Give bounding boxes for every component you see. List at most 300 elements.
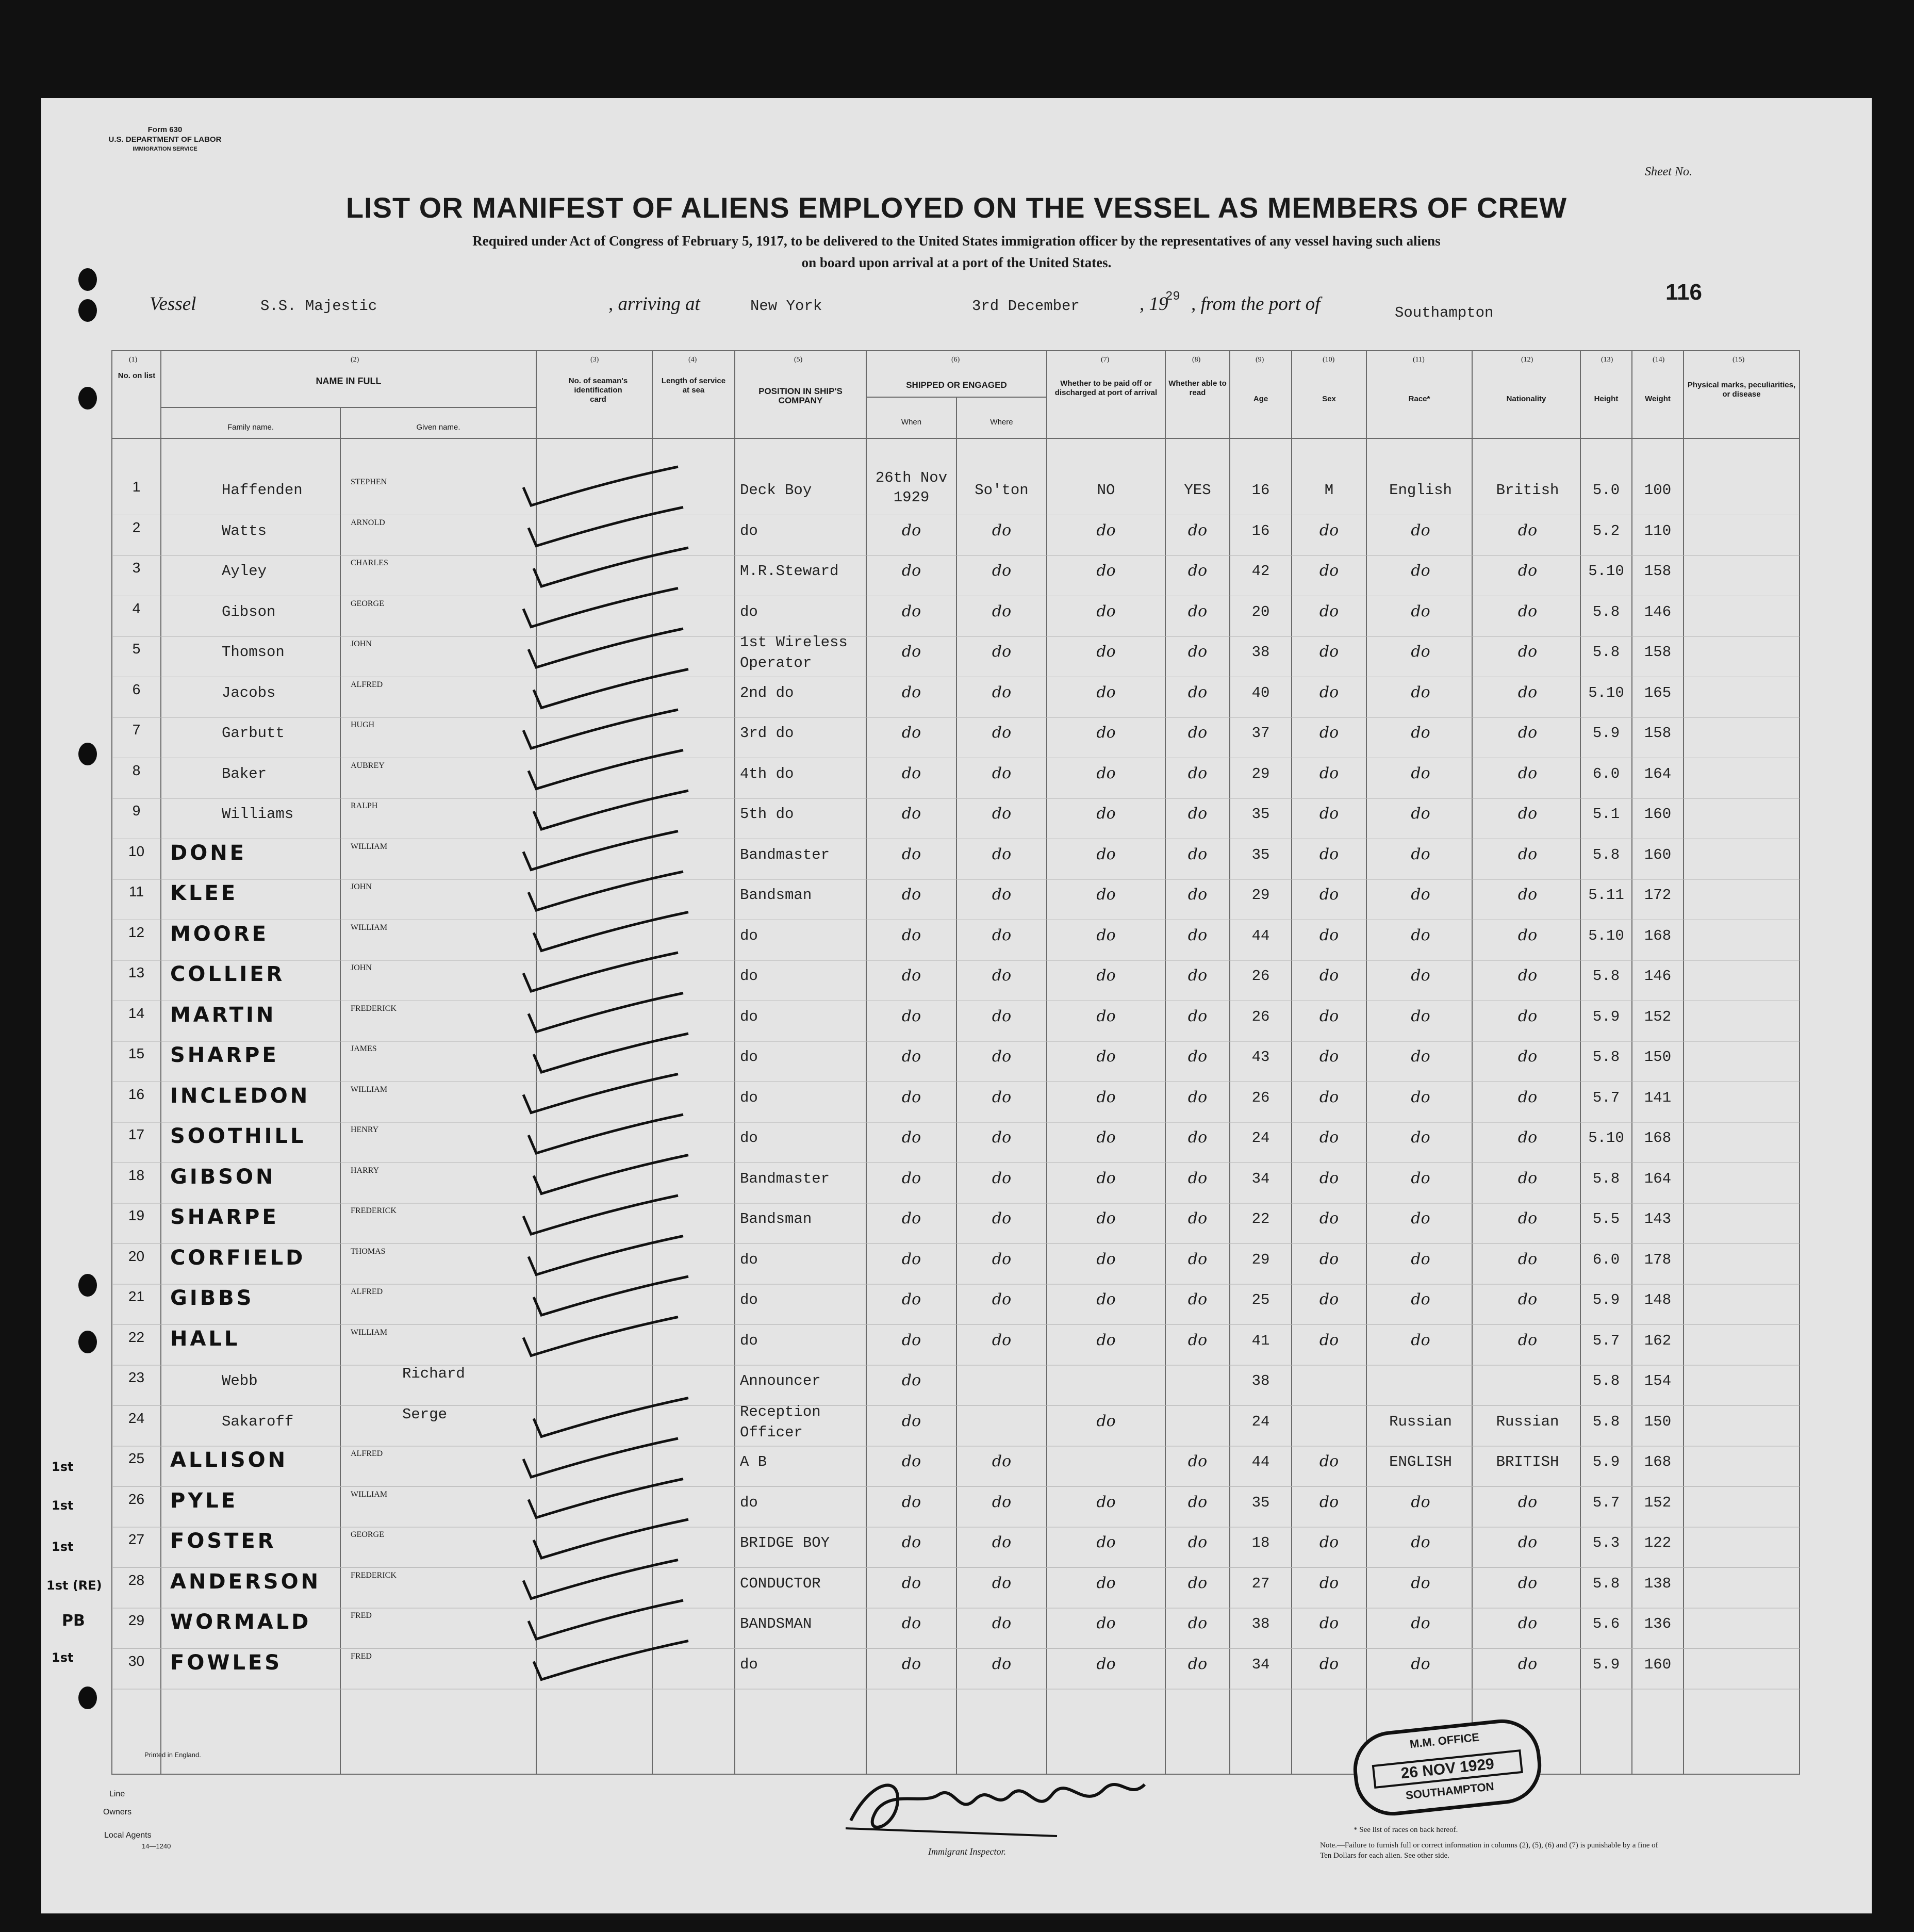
weight: 152 (1644, 1494, 1672, 1511)
able-to-read: do (1187, 1209, 1208, 1227)
sex: do (1319, 1533, 1339, 1551)
shipped-where: So'ton (975, 482, 1029, 499)
shipped-when: do (901, 1655, 921, 1673)
given-name: STEPHEN (351, 478, 387, 486)
vessel-label: Vessel (150, 293, 196, 315)
weight: 160 (1644, 846, 1672, 863)
year-prefix: , 19 (1140, 293, 1168, 315)
family-name: Garbutt (222, 725, 285, 742)
sex: do (1319, 1169, 1339, 1187)
position: do (740, 1291, 758, 1308)
form-number: Form 630 (147, 125, 183, 134)
nationality: do (1517, 724, 1538, 742)
shipped-when: do (901, 1128, 921, 1147)
weight: 165 (1644, 684, 1672, 701)
age: 16 (1251, 522, 1270, 539)
row-number: 2 (132, 519, 141, 535)
race: do (1411, 805, 1430, 823)
penalty-note: Note.—Failure to furnish full or correct information in columns (2), (5), (6) and (7) is punishable by a fine of Ten Dollars for each alien. See other side. (1320, 1841, 1658, 1860)
paid-off: do (1096, 926, 1116, 944)
margin-note: PB (62, 1612, 85, 1630)
shipped-when: do (901, 845, 921, 863)
weight: 110 (1644, 522, 1672, 539)
paid-off: NO (1097, 482, 1115, 499)
position: CONDUCTOR (740, 1575, 821, 1592)
column-number: (5) (794, 356, 803, 364)
height: 5.1 (1592, 806, 1620, 823)
position: do (740, 1494, 758, 1511)
able-to-read: do (1187, 886, 1208, 904)
margin-note: 1st (52, 1650, 74, 1665)
check-mark (523, 1438, 678, 1477)
race: do (1411, 1088, 1430, 1106)
shipped-when: do (901, 1574, 921, 1592)
race: do (1411, 724, 1430, 742)
weight: 146 (1644, 968, 1672, 985)
height: 6.0 (1592, 1251, 1620, 1268)
shipped-when: do (901, 1452, 921, 1470)
nationality: do (1517, 643, 1538, 661)
shipped-where: do (992, 1047, 1012, 1066)
row-number: 29 (128, 1612, 145, 1628)
height: 5.10 (1588, 684, 1624, 701)
race: do (1411, 1209, 1430, 1227)
able-to-read: do (1187, 643, 1208, 661)
margin-note: 1st (52, 1540, 74, 1554)
column-number: (3) (590, 356, 599, 364)
paid-off: do (1096, 562, 1116, 580)
shipped-when: do (901, 1169, 921, 1187)
shipped-when: do (901, 1533, 921, 1551)
sex: do (1319, 1614, 1339, 1632)
race: do (1411, 845, 1430, 863)
header-where: Where (990, 418, 1013, 427)
shipped-when: do (901, 1250, 921, 1268)
weight: 160 (1644, 1656, 1672, 1673)
race: do (1411, 1655, 1430, 1673)
header-shipped-engaged: SHIPPED OR ENGAGED (906, 380, 1007, 390)
race: do (1411, 521, 1430, 539)
check-mark (529, 993, 683, 1032)
given-name: HUGH (351, 721, 375, 729)
shipped-where: do (992, 521, 1012, 539)
age: 27 (1251, 1575, 1270, 1592)
shipped-when: do (901, 1047, 921, 1066)
given-name: WILLIAM (351, 1328, 388, 1337)
family-name: ALLISON (170, 1448, 288, 1472)
shipped-when: do (901, 1493, 921, 1511)
check-mark (523, 831, 678, 870)
age: 35 (1251, 1494, 1270, 1511)
given-name: CHARLES (351, 559, 388, 567)
age: 20 (1251, 603, 1270, 620)
height: 5.7 (1592, 1089, 1620, 1106)
family-name: SHARPE (170, 1205, 279, 1229)
family-name: DONE (170, 841, 247, 865)
family-name: Baker (222, 765, 267, 782)
sex: do (1319, 926, 1339, 944)
shipped-when: do (901, 1371, 921, 1389)
race: do (1411, 1493, 1430, 1511)
race: do (1411, 1128, 1430, 1147)
family-name: PYLE (170, 1488, 238, 1513)
paid-off: do (1096, 1331, 1116, 1349)
check-mark (529, 507, 683, 546)
shipped-when: do (901, 643, 921, 661)
paid-off: do (1096, 1007, 1116, 1025)
height: 5.2 (1592, 522, 1620, 539)
check-mark (534, 1519, 688, 1558)
family-name: FOSTER (170, 1529, 276, 1553)
row-number: 7 (132, 722, 141, 738)
given-name: ALFRED (351, 1449, 383, 1458)
age: 24 (1251, 1129, 1270, 1147)
position: do (740, 927, 758, 944)
shipped-when: do (901, 1088, 921, 1106)
age: 29 (1251, 887, 1270, 904)
shipped-when: do (901, 1412, 921, 1430)
race: do (1411, 764, 1430, 782)
given-name: AUBREY (351, 761, 385, 770)
row-number: 18 (128, 1167, 145, 1183)
race: do (1411, 1331, 1430, 1349)
check-mark (529, 1236, 683, 1275)
margin-note: 1st (52, 1460, 74, 1474)
height: 5.8 (1592, 1413, 1620, 1430)
height: 5.11 (1588, 887, 1624, 904)
shipped-where: do (992, 1169, 1012, 1187)
weight: 148 (1644, 1291, 1672, 1308)
nationality: do (1517, 521, 1538, 539)
header-nationality: Nationality (1506, 395, 1546, 403)
check-mark (534, 1276, 688, 1315)
shipped-when: do (901, 1614, 921, 1632)
able-to-read: do (1187, 845, 1208, 863)
shipped-when: do (901, 886, 921, 904)
nationality: do (1517, 1655, 1538, 1673)
row-number: 11 (128, 883, 144, 899)
header-weight: Weight (1645, 395, 1671, 403)
header-family-name: Family name. (227, 423, 274, 432)
paid-off: do (1096, 1655, 1116, 1673)
race: do (1411, 1533, 1430, 1551)
sex: do (1319, 1250, 1339, 1268)
race: do (1411, 886, 1430, 904)
nationality: do (1517, 1088, 1538, 1106)
family-name: KLEE (170, 881, 238, 905)
sex: do (1319, 1452, 1339, 1470)
able-to-read: do (1187, 1290, 1208, 1308)
able-to-read: do (1187, 1088, 1208, 1106)
immigrant-inspector-label: Immigrant Inspector. (928, 1846, 1006, 1857)
nationality: do (1517, 1493, 1538, 1511)
shipped-where: do (992, 1290, 1012, 1308)
height: 5.8 (1592, 1372, 1620, 1389)
given-name: JOHN (351, 640, 372, 648)
nationality: do (1517, 805, 1538, 823)
position: A B (740, 1453, 767, 1470)
shipped-when: do (901, 562, 921, 580)
header-position: POSITION IN SHIP'S COMPANY (758, 386, 843, 405)
check-mark (529, 1479, 683, 1518)
paid-off: do (1096, 1290, 1116, 1308)
shipped-when: do (901, 1290, 921, 1308)
position: Deck Boy (740, 482, 812, 499)
page-title: LIST OR MANIFEST OF ALIENS EMPLOYED ON THE VESSEL AS MEMBERS OF CREW (345, 191, 1568, 224)
weight: 158 (1644, 644, 1672, 661)
weight: 136 (1644, 1615, 1672, 1632)
position: 3rd do (740, 725, 794, 742)
check-mark (529, 629, 683, 667)
given-name: JOHN (351, 963, 372, 972)
check-mark (523, 1074, 678, 1113)
height: 5.3 (1592, 1534, 1620, 1551)
check-mark (529, 872, 683, 910)
paid-off: do (1096, 805, 1116, 823)
given-name: RALPH (351, 801, 378, 810)
sex: do (1319, 1128, 1339, 1147)
sex: do (1319, 1209, 1339, 1227)
sex: do (1319, 1574, 1339, 1592)
shipped-when: do (901, 602, 921, 620)
paid-off: do (1096, 602, 1116, 620)
row-number: 19 (128, 1207, 145, 1223)
position: do (740, 1049, 758, 1066)
header-given-name: Given name. (416, 423, 460, 432)
given-name: WILLIAM (351, 842, 388, 851)
position: BRIDGE BOY (740, 1534, 830, 1551)
row-number: 13 (128, 964, 145, 980)
manifest-sheet (41, 98, 1872, 1913)
family-name: WORMALD (170, 1610, 311, 1634)
shipped-when: do (901, 1209, 921, 1227)
weight: 168 (1644, 927, 1672, 944)
row-number: 14 (128, 1005, 145, 1021)
age: 29 (1251, 1251, 1270, 1268)
age: 35 (1251, 806, 1270, 823)
row-number: 24 (128, 1410, 145, 1426)
family-name: FOWLES (170, 1650, 283, 1675)
sex: do (1319, 602, 1339, 620)
check-mark (534, 548, 688, 586)
family-name: COLLIER (170, 962, 285, 986)
position: 2nd do (740, 684, 794, 701)
able-to-read: do (1187, 967, 1208, 985)
check-mark (534, 1155, 688, 1194)
family-name: Webb (222, 1372, 258, 1389)
header-no-on-list: No. on list (118, 371, 156, 380)
age: 24 (1251, 1413, 1270, 1430)
given-name: THOMAS (351, 1247, 386, 1256)
shipped-where: do (992, 724, 1012, 742)
column-number: (9) (1256, 356, 1264, 364)
nationality: do (1517, 683, 1538, 701)
local-agents-label: Local Agents (104, 1831, 152, 1840)
row-number: 12 (128, 924, 145, 940)
family-name: Williams (222, 806, 294, 823)
age: 16 (1251, 482, 1270, 499)
row-number: 23 (128, 1369, 145, 1385)
height: 5.8 (1592, 644, 1620, 661)
position: do (740, 522, 758, 539)
column-number: (4) (688, 356, 697, 364)
shipped-when: do (901, 967, 921, 985)
age: 26 (1251, 1089, 1270, 1106)
shipped-where: do (992, 1533, 1012, 1551)
given-name: GEORGE (351, 1530, 384, 1539)
shipped-when: do (901, 1331, 921, 1349)
weight: 146 (1644, 603, 1672, 620)
height: 5.8 (1592, 1049, 1620, 1066)
position: Bandsman (740, 887, 812, 904)
column-number: (11) (1413, 356, 1425, 364)
weight: 160 (1644, 806, 1672, 823)
weight: 100 (1644, 482, 1672, 499)
family-name: SOOTHILL (170, 1124, 306, 1148)
shipped-where: do (992, 967, 1012, 985)
able-to-read: do (1187, 805, 1208, 823)
nationality: do (1517, 1614, 1538, 1632)
margin-note: 1st (RE) (46, 1578, 102, 1593)
family-name: MOORE (170, 922, 269, 946)
height: 5.8 (1592, 1575, 1620, 1592)
height: 5.10 (1588, 927, 1624, 944)
paid-off: do (1096, 967, 1116, 985)
height: 5.7 (1592, 1332, 1620, 1349)
nationality: do (1517, 1047, 1538, 1066)
able-to-read: do (1187, 602, 1208, 620)
able-to-read: do (1187, 1533, 1208, 1551)
given-name: FRED (351, 1651, 372, 1661)
age: 34 (1251, 1170, 1270, 1187)
race: ENGLISH (1389, 1453, 1452, 1470)
arrival-date: 3rd December (972, 298, 1080, 315)
row-number: 1 (132, 479, 141, 495)
check-mark (534, 669, 688, 708)
header-age: Age (1253, 395, 1268, 403)
arrival-year: 29 (1165, 290, 1180, 304)
weight: 154 (1644, 1372, 1672, 1389)
row-number: 6 (132, 681, 141, 697)
stamp-bottom-text: SOUTHAMPTON (1405, 1779, 1495, 1802)
age: 37 (1251, 725, 1270, 742)
position: do (740, 1129, 758, 1147)
nationality: do (1517, 1533, 1538, 1551)
able-to-read: do (1187, 562, 1208, 580)
able-to-read: YES (1184, 482, 1211, 499)
age: 38 (1251, 1372, 1270, 1389)
position: do (740, 968, 758, 985)
column-number: (13) (1601, 356, 1613, 364)
row-number: 25 (128, 1450, 145, 1466)
able-to-read: do (1187, 1331, 1208, 1349)
position: Bandsman (740, 1210, 812, 1227)
header-service-length: Length of service at sea (661, 376, 726, 395)
shipped-where: do (992, 1614, 1012, 1632)
position: BANDSMAN (740, 1615, 812, 1632)
nationality: do (1517, 1128, 1538, 1147)
age: 18 (1251, 1534, 1270, 1551)
shipped-where: do (992, 1493, 1012, 1511)
sex: do (1319, 562, 1339, 580)
shipped-where: do (992, 926, 1012, 944)
race: do (1411, 562, 1430, 580)
weight: 178 (1644, 1251, 1672, 1268)
position: do (740, 1008, 758, 1025)
header-when: When (901, 418, 922, 427)
given-name: HARRY (351, 1166, 380, 1175)
sex: do (1319, 521, 1339, 539)
header-race: Race* (1408, 395, 1430, 403)
signature-image (840, 1759, 1160, 1841)
service-name: IMMIGRATION SERVICE (133, 146, 197, 152)
check-marks (41, 98, 1872, 1913)
family-name: GIBBS (170, 1286, 254, 1310)
row-number: 21 (128, 1288, 145, 1304)
position: do (740, 1656, 758, 1673)
margin-note: 1st (52, 1498, 74, 1513)
position: M.R.Steward (740, 563, 839, 580)
able-to-read: do (1187, 764, 1208, 782)
race: do (1411, 1007, 1430, 1025)
family-name: Watts (222, 522, 267, 539)
position: Bandmaster (740, 1170, 830, 1187)
race: do (1411, 1614, 1430, 1632)
shipped-where: do (992, 1209, 1012, 1227)
paid-off: do (1096, 1614, 1116, 1632)
given-name: Serge (402, 1405, 448, 1423)
given-name: Richard (402, 1365, 465, 1382)
row-number: 27 (128, 1531, 145, 1547)
nationality: do (1517, 845, 1538, 863)
paid-off: do (1096, 521, 1116, 539)
family-name: Ayley (222, 563, 267, 580)
race: do (1411, 683, 1430, 701)
position: do (740, 1251, 758, 1268)
family-name: INCLEDON (170, 1084, 310, 1108)
family-name: Jacobs (222, 684, 276, 701)
given-name: ARNOLD (351, 518, 385, 527)
height: 5.9 (1592, 1453, 1620, 1470)
column-number: (7) (1101, 356, 1110, 364)
weight: 162 (1644, 1332, 1672, 1349)
stamp-top-text: M.M. OFFICE (1409, 1730, 1480, 1751)
paid-off: do (1096, 1493, 1116, 1511)
race: English (1389, 482, 1452, 499)
age: 42 (1251, 563, 1270, 580)
given-name: JOHN (351, 882, 372, 891)
family-name: ANDERSON (170, 1569, 321, 1594)
height: 5.0 (1592, 482, 1620, 499)
height: 5.9 (1592, 1291, 1620, 1308)
column-number: (6) (951, 356, 960, 364)
row-number: 8 (132, 762, 141, 778)
given-name: HENRY (351, 1125, 379, 1134)
position: 4th do (740, 765, 794, 782)
able-to-read: do (1187, 1169, 1208, 1187)
paid-off: do (1096, 1169, 1116, 1187)
family-name: Thomson (222, 644, 285, 661)
shipped-where: do (992, 1007, 1012, 1025)
sex: do (1319, 845, 1339, 863)
age: 44 (1251, 927, 1270, 944)
header-height: Height (1594, 395, 1619, 403)
height: 5.10 (1588, 1129, 1624, 1147)
check-mark (523, 710, 678, 748)
shipped-when: do (901, 764, 921, 782)
sex: do (1319, 1493, 1339, 1511)
shipped-where: do (992, 1655, 1012, 1673)
